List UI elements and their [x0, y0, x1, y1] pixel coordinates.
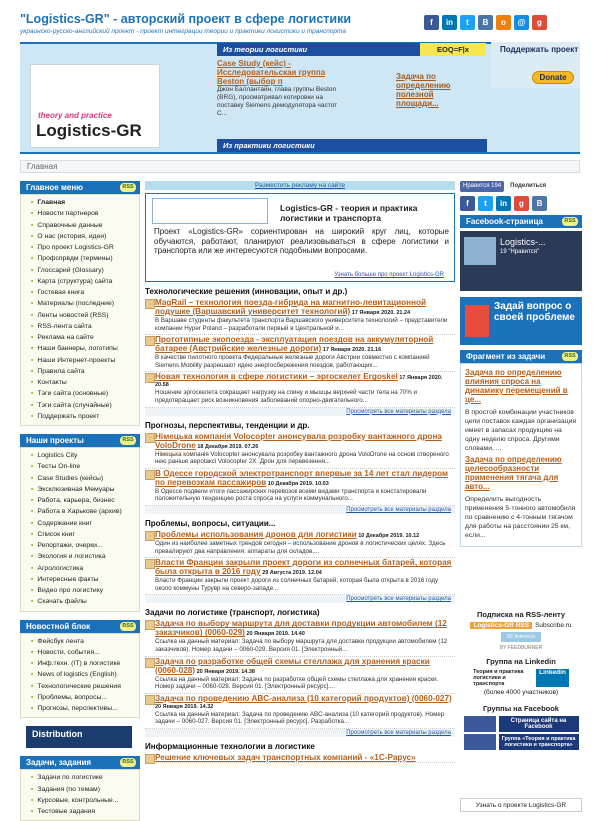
about-project-bottom[interactable]: Узнать о проекте Logistics-GR — [460, 798, 582, 812]
menu-item[interactable]: ■ Проблемы, вопросы... — [31, 692, 139, 703]
feedburner-label: BY FEEDBURNER — [499, 645, 543, 651]
menu-item[interactable]: ■ Содержание книг — [31, 518, 139, 529]
menu-item[interactable]: ■ Case Studies (кейсы) — [31, 473, 139, 484]
linkedin-count: (более 4000 участников) — [483, 689, 559, 696]
donate-button[interactable]: Donate — [532, 71, 574, 84]
case-text: Джон Баллантайн, глава группы Beston (BRG), просматривал котировки на поставку Siemens демодулятора частот С... — [217, 86, 338, 117]
article-excerpt: Ношение эргоскелета сокращает нагрузку на спину и мышцы верхней части тела на 70% и предотвращает риск возникновения заболеваний опорно-двигательного... — [155, 389, 417, 404]
rss-icon[interactable]: RSS — [562, 352, 578, 361]
menu-item[interactable]: ■ Карта (структура) сайта — [31, 276, 139, 287]
question-icon — [465, 305, 489, 337]
menu-item[interactable]: ■ Задания (по темам) — [31, 784, 139, 795]
article-title[interactable]: MagRail – технология поезда-гибрида на магнитно-левитационной подушке (Варшавский университет технологий) — [155, 298, 427, 316]
theory-strip[interactable]: Из теории логистики — [217, 43, 455, 56]
menu-item[interactable]: ■ News of logistics (English) — [31, 669, 139, 680]
menu-item[interactable]: ■ Наши Интернет-проекты — [31, 355, 139, 366]
menu-item[interactable]: ■ Работа в Харькове (архив) — [31, 506, 139, 517]
menu-item[interactable]: ■ Курсовые, контрольные... — [31, 795, 139, 806]
menu-item[interactable]: ■ Фейсбук лента — [31, 636, 139, 647]
article — [145, 298, 455, 335]
menu-item[interactable]: ■ Гостевая книга — [31, 287, 139, 298]
social-icons — [424, 15, 547, 30]
sections — [145, 287, 455, 763]
donate-title: Поддержать проект — [500, 45, 579, 54]
menu-item[interactable]: ■ Материалы (последние) — [31, 298, 139, 309]
article-title[interactable]: Задача по выбору маршрута для доставки продукции автомобилем (12 заказчиков) (0060-029) — [155, 619, 447, 638]
rss-icon[interactable]: RSS — [120, 183, 136, 192]
article — [145, 657, 455, 694]
article-date: 29 Августа 2019. 12.04 — [260, 570, 322, 577]
twitter-icon[interactable]: t — [460, 15, 475, 30]
main-menu — [20, 194, 140, 426]
gplus-icon[interactable]: g — [532, 15, 547, 30]
fragment-text: Определить выгодность применения 5-тонного автомобиля по сравнению с 4-тонным тягачом для работы на расстоянии 25 км, если... — [465, 496, 576, 539]
banner-task[interactable]: Задача по определению полезной площади... — [396, 72, 451, 108]
menu-item[interactable]: ■ Интересные факты — [31, 574, 139, 585]
linkedin-name: Теория и практика логистики и транспорта — [473, 669, 524, 687]
fbgroups-title: Группы на Facebook — [483, 704, 559, 713]
header — [0, 0, 600, 42]
eoq-formula: EOQ=F|x — [420, 43, 486, 56]
article — [145, 469, 455, 506]
menu-item[interactable]: ■ Главная — [31, 197, 139, 208]
rss-icon[interactable]: RSS — [120, 436, 136, 445]
vk-icon[interactable]: B — [478, 15, 493, 30]
menu-item[interactable]: ■ Скачать файлы — [31, 596, 139, 607]
fragment-header: Фрагмент из задачи RSS — [460, 350, 582, 363]
practice-strip[interactable]: Из практики логистики — [217, 139, 487, 152]
fragment-list — [460, 363, 582, 547]
article — [145, 753, 455, 763]
fb-page-widget[interactable] — [460, 231, 582, 291]
article-title[interactable]: В Одессе городской электротранспорт впервые за 14 лет стал лидером по перевозкам пассажиров — [155, 468, 449, 487]
distribution-banner[interactable]: Distribution — [26, 726, 132, 748]
fbgroup1-icon — [464, 716, 496, 732]
about-more-link[interactable]: Узнать больше про проект Logistics-GR — [334, 272, 444, 278]
facebook-icon[interactable]: f — [460, 196, 475, 211]
ask-question-banner[interactable] — [460, 297, 582, 345]
subscribe-link[interactable]: Subscribe.ru — [535, 622, 572, 629]
social-icons-right — [460, 196, 582, 211]
case-study[interactable] — [217, 59, 339, 139]
fragment-block — [460, 350, 582, 547]
menu-item[interactable]: ■ Прогнозы, перспективы... — [31, 703, 139, 714]
about-box — [145, 193, 455, 282]
menu-item[interactable]: ■ Тэги сайта (случайные) — [31, 400, 139, 411]
subscribe-block — [460, 610, 582, 752]
news-menu — [20, 633, 140, 719]
article-title[interactable]: Прототипные экопоезда - эксплуатация поездов на аккумуляторной батарее (Австрийские железные дороги) — [155, 335, 434, 354]
menu-item[interactable]: ■ RSS-лента сайта — [31, 321, 139, 332]
mail-icon[interactable]: @ — [514, 15, 529, 30]
article-title[interactable]: Решение ключевых задач транспортных компаний - «1С-Рарус» — [155, 752, 416, 762]
menu-item[interactable]: ■ Технологические решения — [31, 681, 139, 692]
menu-item[interactable]: ■ Ленты новостей (RSS) — [31, 310, 139, 321]
menu-item[interactable]: ■ Про проект Logistics-GR — [31, 242, 139, 253]
middle-column — [145, 181, 455, 763]
article-date: 10 Декабря 2019. 10.12 — [356, 532, 420, 539]
article-excerpt: В качестве пилотного проекта Федеральные железные дороги Австрии совместно с компанией Siemens Mobility разрешают идею энергосбережения поездов, работающих... — [155, 354, 430, 369]
gplus-icon[interactable]: g — [514, 196, 529, 211]
menu-item[interactable]: ■ Репортажи, очерки... — [31, 540, 139, 551]
article-date: 20 Января 2019. 14.40 — [244, 631, 305, 638]
subscribe-title: Подписка на RSS-ленту — [476, 610, 566, 619]
article-excerpt: Німецька компанія Volocopter анонсувала розробку вантажного дрона VoloDrone на основі створеного нею раніше аерotaксі Volocopter 2X. Дрон для перевезення... — [155, 450, 449, 466]
article-date: 10 Декабря 2019. 10.03 — [266, 480, 329, 487]
linkedin-title: Группа на Linkedin — [486, 657, 556, 666]
ok-icon[interactable]: o — [496, 15, 511, 30]
menu-item[interactable]: ■ Агрологистика — [31, 563, 139, 574]
menu-item[interactable]: ■ Глоссарий (Glossary) — [31, 265, 139, 276]
main-menu-header: Главное меню RSS — [20, 181, 140, 194]
article — [145, 619, 455, 656]
about-title: Logistics-GR - теория и практика логистики и транспорта — [280, 203, 418, 223]
article-date: 17 Января 2020. 20.58 — [155, 375, 443, 389]
all-materials-link[interactable]: Просмотреть все материалы раздела — [145, 729, 455, 737]
menu-item[interactable]: ■ Тесты On-line — [31, 461, 139, 472]
fbgroup2-icon — [464, 734, 496, 750]
fb-share-button[interactable]: Поделиться — [507, 181, 549, 192]
rss-icon[interactable]: RSS — [562, 217, 578, 226]
linkedin-icon[interactable]: in — [496, 196, 511, 211]
article-excerpt: В Варшаве студенты факультета транспорта Варшавского университета технологий – представители компании Hyper Poland – разработали первый в Центральной и... — [155, 317, 448, 332]
menu-item[interactable]: ■ Задачи по логистике — [31, 772, 139, 783]
projects-header: Наши проекты RSS — [20, 434, 140, 447]
fb-page-name[interactable]: Logistics-... — [500, 237, 546, 247]
subscribe-row — [460, 622, 582, 629]
breadcrumb[interactable]: Главная — [20, 160, 580, 173]
article-date: 20 Января 2019. 14.32 — [155, 703, 214, 710]
article — [145, 530, 455, 558]
menu-item[interactable]: ■ Работа, карьера, бизнес — [31, 495, 139, 506]
menu-item[interactable]: ■ Контакты — [31, 377, 139, 388]
menu-item[interactable]: ■ Инф.техн. (IT) в логистике — [31, 658, 139, 669]
menu-item[interactable]: ■ Список книг — [31, 529, 139, 540]
menu-item[interactable]: ■ Новости, события... — [31, 647, 139, 658]
rss-icon[interactable]: RSS — [120, 622, 136, 631]
fb-like-row — [460, 181, 582, 192]
vk-icon[interactable]: B — [532, 196, 547, 211]
section-title[interactable]: Технологические решения (инновации, опыт и др.) — [145, 287, 348, 296]
article-excerpt: Один из наиболее заметных трендов сегодня – использование дронов в логистических целях. Здесь превалируют два направления: аппараты для складов,... — [155, 539, 446, 555]
article-date: 20 Января 2019. 14.38 — [195, 668, 255, 675]
article-excerpt: В Одессе подвели итоги пассажирских перевозок всеми видами транспорта и констатировали положительную тенденцию роста спроса на услуги коммунального... — [155, 487, 427, 503]
rss-badge[interactable]: Logistics-GR RSS — [470, 622, 532, 629]
section-title[interactable]: Задачи по логистике (транспорт, логистика) — [145, 608, 320, 618]
article-excerpt: Власти Франции закрыли проект дороги из солнечных батарей, которая была открыта в 2016 году около коммуны Турувр на северо-западе... — [155, 577, 439, 592]
ask-text: Задай вопрос о своей проблеме — [494, 301, 575, 323]
article-excerpt: Ссылка на данный материал: Задача по разработке общей схемы стеллажа для хранения краски. Номер задачи – 0060-028. Версия 01. [Электронный ресурс].... — [155, 675, 439, 691]
advertise-link[interactable]: Разместить рекламу на сайте — [145, 181, 455, 190]
article-title[interactable]: Власти Франции закрыли проект дороги из солнечных батарей, которая была открыта в 2016 году — [155, 558, 452, 577]
menu-item[interactable]: ■ О нас (история, идеи) — [31, 231, 139, 242]
tasks-header: Задачи, задания RSS — [20, 756, 140, 769]
tasks-menu — [20, 769, 140, 821]
left-column — [20, 181, 140, 821]
menu-item[interactable]: ■ Реклама на сайте — [31, 332, 139, 343]
article-excerpt: Ссылка на данный материал: Задача по выбору маршрута для доставки продукции автомобилем (12 заказчиков). Номер задачи – 0060-029. Версия 01. [Электронный... — [155, 638, 448, 653]
article-date: 18 Декабря 2019. 07.26 — [195, 443, 259, 450]
right-column — [460, 181, 582, 547]
menu-item[interactable]: ■ Тэги сайта (основные) — [31, 388, 139, 399]
fragment-title[interactable]: Задача по определению влияния спроса на динамику перемещений в це... — [465, 368, 568, 404]
fb-page-header: Facebook-страница RSS — [460, 215, 582, 228]
fb-page-avatar — [464, 237, 496, 265]
news-header: Новостной блок RSS — [20, 620, 140, 633]
fb-page-likes: 19 "Нравится" — [500, 249, 540, 255]
linkedin-badge: Linkedin — [536, 669, 569, 687]
article-excerpt: Ссылка на данный материал: Задача по проведению ABC-анализа (10 категорий продуктов). Номер задачи – 0060-027. Версия 01. [Электронный ресурс]. Разработка... — [155, 710, 445, 726]
menu-item[interactable]: ■ Тестовые задания — [31, 806, 139, 817]
all-materials-link[interactable]: Просмотреть все материалы раздела — [145, 408, 455, 416]
menu-item[interactable]: ■ Экология и логистика — [31, 551, 139, 562]
article — [145, 694, 455, 729]
site-subtitle: украинско-русско-английский проект - проект интеграции теории и практики логистики и транспорта — [20, 28, 346, 35]
logo-name: Logistics-GR — [36, 121, 142, 140]
all-materials-link[interactable]: Просмотреть все материалы раздела — [145, 595, 455, 603]
all-materials-link[interactable]: Просмотреть все материалы раздела — [145, 506, 455, 514]
menu-item[interactable]: ■ Эксклюзивная Мемуары — [31, 484, 139, 495]
article — [145, 558, 455, 595]
article-title[interactable]: Німецька компанія Volocopter анонсувала розробку вантажного дрона VoloDrone — [155, 431, 442, 450]
section-title[interactable]: Проблемы, вопросы, ситуации... — [145, 518, 276, 528]
projects-menu — [20, 447, 140, 612]
article — [145, 335, 455, 372]
linkedin-icon[interactable]: in — [442, 15, 457, 30]
rss-icon[interactable]: RSS — [120, 758, 136, 767]
fb-like-button[interactable]: Нравится 194 — [460, 181, 504, 192]
article-title[interactable]: Задача по разработке общей схемы стеллажа для хранения краски (0060-028) — [155, 656, 430, 675]
section-title[interactable]: Информационные технологии в логистике — [145, 741, 315, 751]
fragment-title[interactable]: Задача по определению целесообразности применения тягача для авто... — [465, 455, 562, 491]
menu-item[interactable]: ■ Справочные данные — [31, 220, 139, 231]
article-date: 17 Января 2020. 21.16 — [321, 347, 382, 354]
fbgroup1-row[interactable] — [460, 716, 582, 732]
article-title[interactable]: Новая технология в сфере логистики – эргоскелет Ergoskel — [155, 372, 398, 382]
article — [145, 432, 455, 469]
menu-item[interactable]: ■ Новости партнеров — [31, 208, 139, 219]
site-title[interactable]: "Logistics-GR" - авторский проект в сфере логистики — [20, 12, 352, 26]
menu-item[interactable]: ■ Правила сайта — [31, 366, 139, 377]
menu-item[interactable]: ■ Видео про логистику — [31, 585, 139, 596]
linkedin-row[interactable] — [460, 669, 582, 687]
article-date: 17 Января 2020. 21.24 — [350, 310, 411, 316]
article — [145, 372, 455, 407]
menu-item[interactable]: ■ Поддержать проект — [31, 411, 139, 422]
fbgroup1-label: Страница сайта на Facebook — [499, 716, 579, 732]
logo-tagline: theory and practice — [38, 111, 112, 120]
facebook-icon[interactable]: f — [424, 15, 439, 30]
article-title[interactable]: Задача по проведению ABC-анализа (10 категорий продуктов) (0060-027) — [155, 693, 452, 703]
twitter-icon[interactable]: t — [478, 196, 493, 211]
menu-item[interactable]: ■ Logistics City — [31, 450, 139, 461]
menu-item[interactable]: ■ Профспрвдм (термины) — [31, 253, 139, 264]
fbgroup2-row[interactable] — [460, 734, 582, 750]
case-title[interactable]: Case Study (кейс) - Исследовательская группа Beston (выбор п — [217, 59, 326, 86]
fragment-text: В простой комбинации участников цепи поставок каждая организация имеет в запасах продукцию на одну неделю спроса. Другими словами, ... — [465, 409, 577, 452]
feed-counter: 26 listeners — [501, 632, 541, 642]
about-text: Проект «Logistics-GR» сориентирован на широкий круг лиц, которые обучаются, работают, планируют реализовываться в сфере логистики и транспорта или же интересуются подобными вопросами. — [154, 227, 449, 255]
section-title[interactable]: Прогнозы, перспективы, тенденции и др. — [145, 420, 310, 430]
about-logo — [152, 198, 268, 224]
menu-item[interactable]: ■ Наши баннеры, логотипы — [31, 343, 139, 354]
fbgroup2-label: Группа «Теория и практика логистики и транспорта» — [499, 734, 579, 750]
article-title[interactable]: Проблемы использования дронов для логистики — [155, 529, 357, 539]
